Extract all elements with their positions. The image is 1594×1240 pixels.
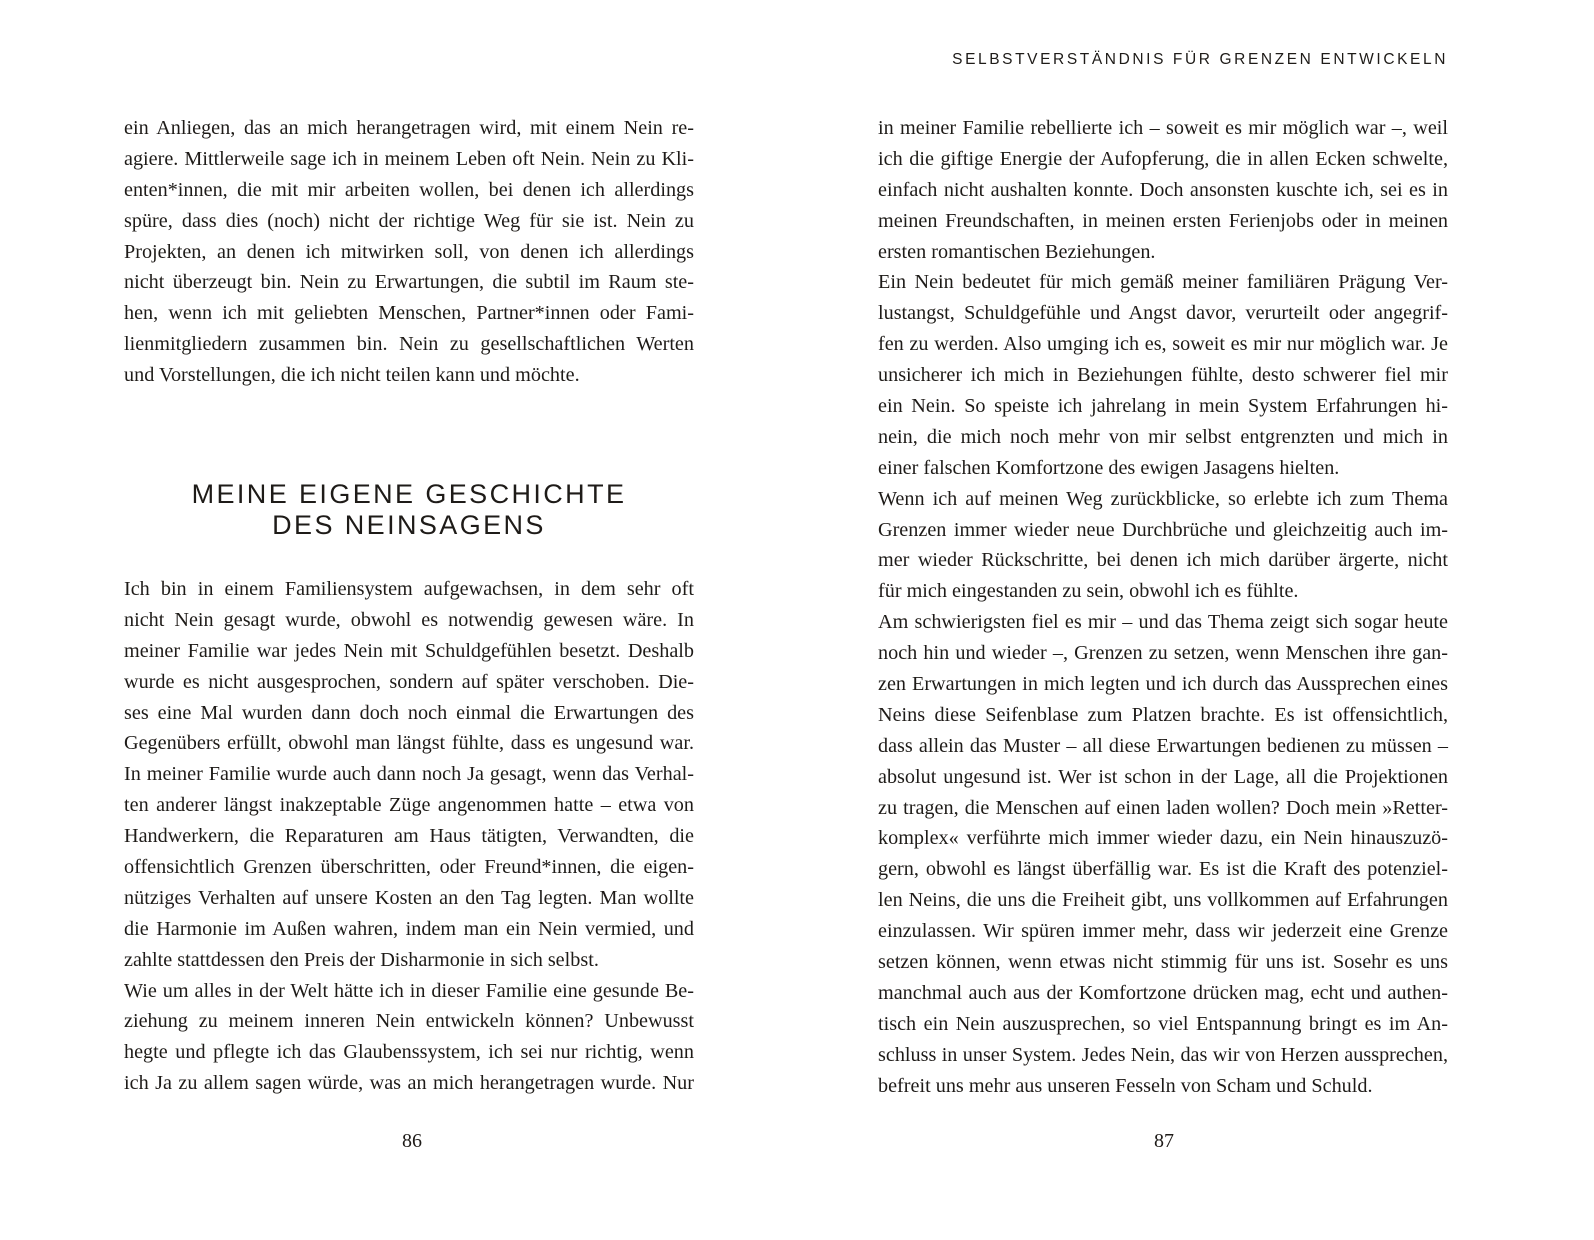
text-line: zahlte stattdessen den Preis der Disharmonie in sich selbst. — [124, 948, 599, 971]
text-line: Grenzen immer wieder neue Durchbrüche und gleichzeitig auch im- — [878, 518, 1448, 541]
text-line: enten*innen, die mit mir arbeiten wollen, bei denen ich allerdings — [124, 178, 694, 201]
text-line: ich Ja zu allem sagen würde, was an mich herangetragen wurde. Nur — [124, 1072, 694, 1095]
section-heading-line-2: DES NEINSAGENS — [272, 510, 546, 540]
text-line: nein, die mich noch mehr von mir selbst entgrenzten und mich in — [878, 425, 1448, 448]
text-line: fen zu werden. Also umging ich es, soweit es mir nur möglich war. Je — [878, 333, 1448, 356]
body-text-left — [124, 574, 694, 1099]
text-line: zen Erwartungen in mich legten und ich durch das Aussprechen eines — [878, 673, 1448, 696]
text-line: wurde es nicht ausgesprochen, sondern auf später verschoben. Die- — [124, 670, 694, 693]
text-line: ersten romantischen Beziehungen. — [878, 240, 1156, 263]
intro-paragraph — [124, 113, 694, 391]
right-page — [797, 0, 1594, 1240]
text-line: meiner Familie war jedes Nein mit Schuldgefühlen besetzt. Deshalb — [124, 639, 694, 662]
text-line: in meiner Familie rebellierte ich – soweit es mir möglich war –, weil — [878, 117, 1448, 139]
text-line: ein Anliegen, das an mich herangetragen wird, mit einem Nein re- — [124, 117, 694, 139]
text-line: In meiner Familie wurde auch dann noch Ja gesagt, wenn das Verhal- — [124, 763, 694, 786]
text-line: ziehung zu meinem inneren Nein entwickeln können? Unbewusst — [124, 1010, 694, 1033]
body-text-right — [878, 113, 1448, 1102]
running-header: SELBSTVERSTÄNDNIS FÜR GRENZEN ENTWICKELN — [952, 51, 1448, 68]
text-line: einfach nicht aushalten konnte. Doch ansonsten kuschte ich, sei es in — [878, 178, 1448, 201]
text-line: Wie um alles in der Welt hätte ich in dieser Familie eine gesunde Be- — [124, 979, 694, 1002]
text-line: Handwerkern, die Reparaturen am Haus tätigten, Verwandten, die — [124, 825, 694, 848]
text-line: schluss in unser System. Jedes Nein, das wir von Herzen aussprechen, — [878, 1043, 1448, 1066]
text-line: Ich bin in einem Familiensystem aufgewachsen, in dem sehr oft — [124, 578, 694, 600]
text-line: mer wieder Rückschritte, bei denen ich mich darüber ärgerte, nicht — [878, 549, 1448, 572]
text-line: Am schwierigsten fiel es mir – und das Thema zeigt sich sogar heute — [878, 611, 1448, 634]
text-line: meinen Freundschaften, in meinen ersten Ferienjobs oder in meinen — [878, 209, 1448, 232]
text-line: Neins diese Seifenblase zum Platzen brachte. Es ist offensichtlich, — [878, 703, 1448, 726]
section-heading — [124, 479, 694, 541]
text-line: setzen können, wenn etwas nicht stimmig für uns ist. Sosehr es uns — [878, 951, 1448, 974]
text-line: manchmal auch aus der Komfortzone drücken mag, echt und authen- — [878, 981, 1448, 1004]
text-line: einer falschen Komfortzone des ewigen Jasagens hielten. — [878, 456, 1340, 479]
section-heading-line-1: MEINE EIGENE GESCHICHTE — [191, 479, 627, 509]
text-line: ein Nein. So speiste ich jahrelang in mein System Erfahrungen hi- — [878, 395, 1448, 418]
text-line: ich die giftige Energie der Aufopferung, die in allen Ecken schwelte, — [878, 147, 1448, 170]
text-line: komplex« verführte mich immer wieder dazu, ein Nein hinauszuzö- — [878, 827, 1448, 850]
text-line: hegte und pflegte ich das Glaubenssystem, ich sei nur richtig, wenn — [124, 1041, 694, 1064]
text-line: hen, wenn ich mit geliebten Menschen, Partner*innen oder Fami- — [124, 302, 694, 325]
text-line: ses eine Mal wurden dann doch noch einmal die Erwartungen des — [124, 701, 694, 724]
text-line: lustangst, Schuldgefühle und Angst davor, verurteilt oder angegrif- — [878, 302, 1448, 325]
text-line: tisch ein Nein auszusprechen, so viel Entspannung bringt es im An- — [878, 1012, 1448, 1035]
text-line: nicht überzeugt bin. Nein zu Erwartungen, die subtil im Raum ste- — [124, 271, 694, 294]
text-line: offensichtlich Grenzen überschritten, oder Freund*innen, die eigen- — [124, 856, 694, 879]
page-number: 86 — [402, 1130, 422, 1152]
text-line: zu tragen, die Menschen auf einen laden wollen? Doch mein »Retter- — [878, 796, 1448, 819]
text-line: gern, obwohl es längst überfällig war. Es ist die Kraft des potenziel- — [878, 858, 1448, 881]
text-line: agiere. Mittlerweile sage ich in meinem Leben oft Nein. Nein zu Kli- — [124, 147, 694, 170]
text-line: und Vorstellungen, die ich nicht teilen kann und möchte. — [124, 364, 580, 387]
text-line: noch hin und wieder –, Grenzen zu setzen, wenn Menschen ihre gan- — [878, 642, 1448, 665]
text-line: befreit uns mehr aus unseren Fesseln von Scham und Schuld. — [878, 1074, 1373, 1097]
text-line: ten anderer längst inakzeptable Züge angenommen hatte – etwa von — [124, 794, 694, 817]
text-line: Projekten, an denen ich mitwirken soll, von denen ich allerdings — [124, 240, 694, 263]
text-line: für mich eingestanden zu sein, obwohl ich es fühlte. — [878, 580, 1299, 603]
text-line: lienmitgliedern zusammen bin. Nein zu gesellschaftlichen Werten — [124, 333, 694, 356]
text-line: absolut ungesund ist. Wer ist schon in der Lage, all die Projektionen — [878, 765, 1448, 788]
text-line: spüre, dass dies (noch) nicht der richtige Weg für sie ist. Nein zu — [124, 209, 694, 232]
text-line: len Neins, die uns die Freiheit gibt, uns vollkommen auf Erfahrungen — [878, 889, 1448, 912]
text-line: einzulassen. Wir spüren immer mehr, dass wir jederzeit eine Grenze — [878, 920, 1448, 943]
text-line: unsicherer ich mich in Beziehungen fühlte, desto schwerer fiel mir — [878, 364, 1448, 387]
text-line: Wenn ich auf meinen Weg zurückblicke, so erlebte ich zum Thema — [878, 487, 1448, 510]
text-line: Ein Nein bedeutet für mich gemäß meiner familiären Prägung Ver- — [878, 271, 1448, 294]
text-line: dass allein das Muster – all diese Erwartungen bedienen zu müssen – — [878, 734, 1448, 757]
page-number: 87 — [1154, 1130, 1174, 1152]
text-line: nicht Nein gesagt wurde, obwohl es notwendig gewesen wäre. In — [124, 608, 694, 631]
text-line: die Harmonie im Außen wahren, indem man ein Nein vermied, und — [124, 917, 694, 940]
text-line: Gegenübers erfüllt, obwohl man längst fühlte, dass es ungesund war. — [124, 732, 694, 755]
text-line: nütziges Verhalten auf unsere Kosten an den Tag legten. Man wollte — [124, 886, 694, 909]
